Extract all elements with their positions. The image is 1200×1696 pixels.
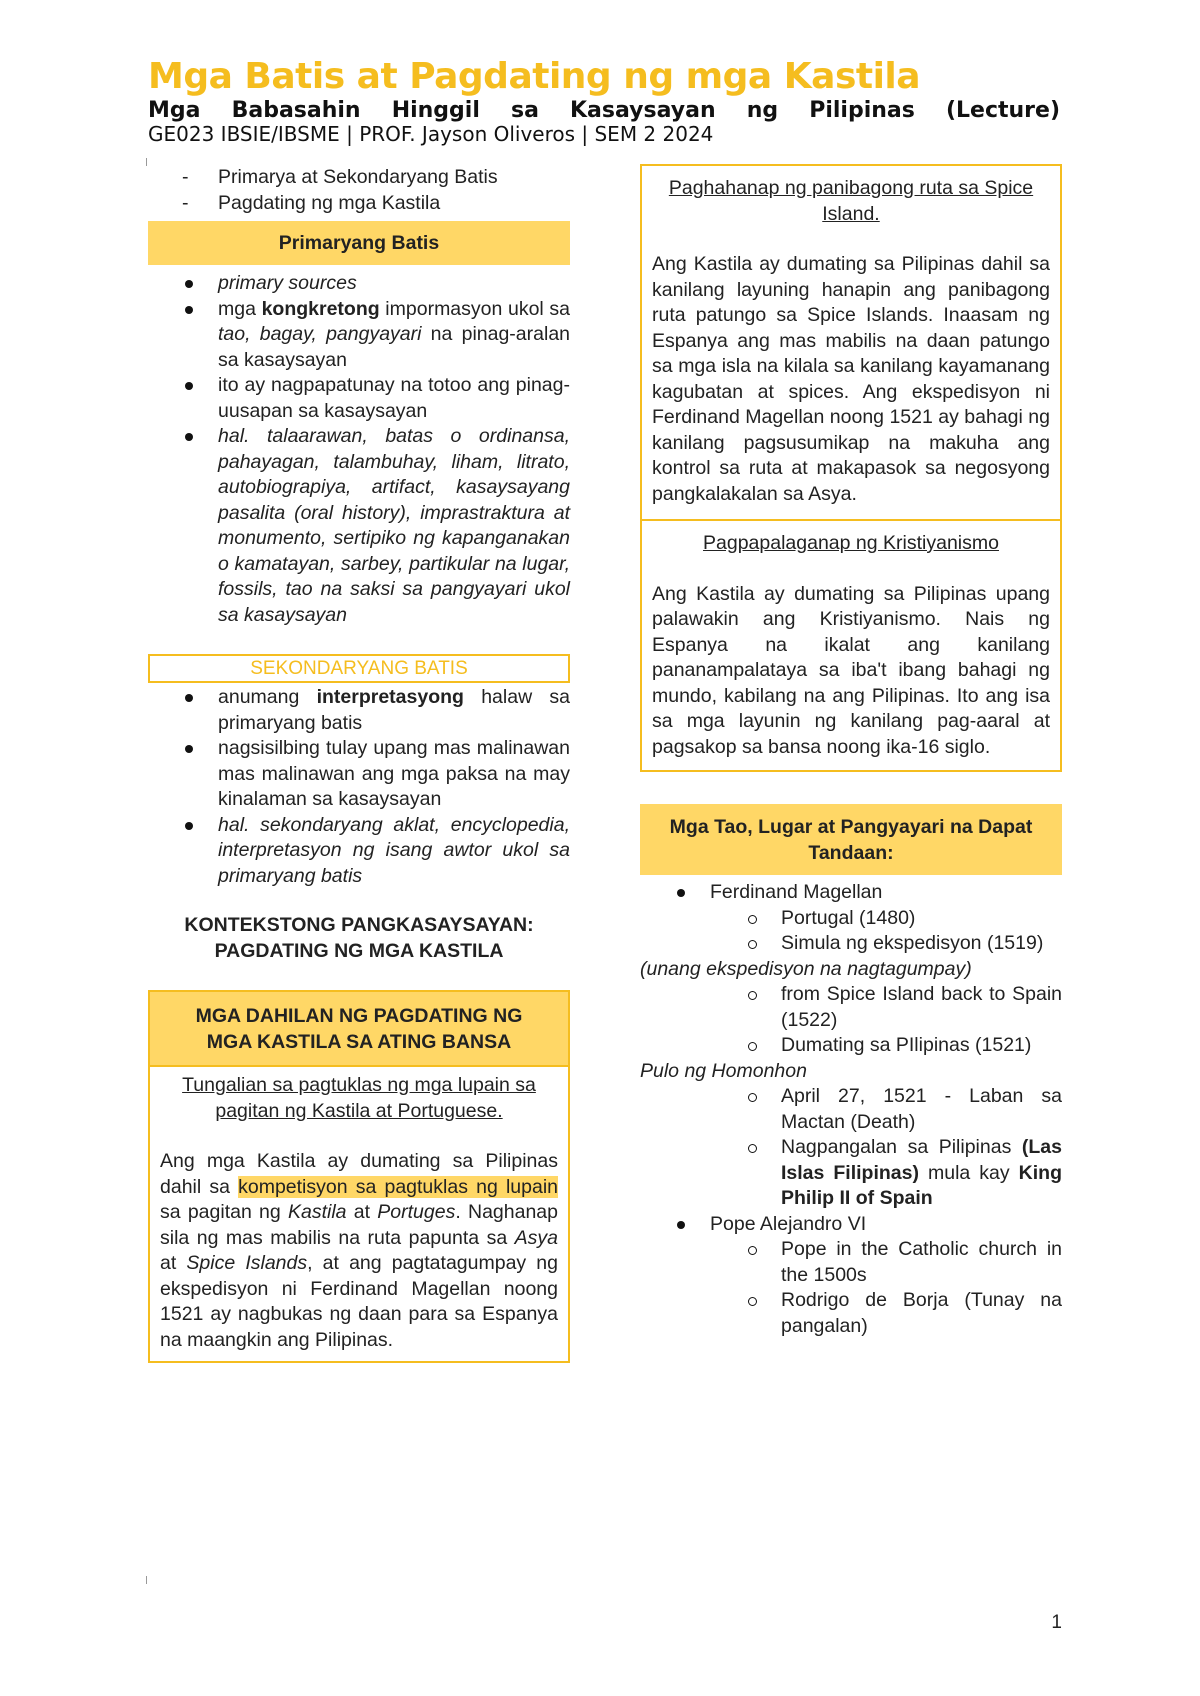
document-subtitle: Mga Babasahin Hinggil sa Kasaysayan ng Pilipinas (Lecture)	[148, 98, 1060, 123]
spice-route-section	[642, 166, 1060, 519]
page-number: 1	[1051, 1612, 1062, 1633]
list-item: Pope Alejandro VI	[640, 1212, 1062, 1238]
list-item: Dumating sa PIlipinas (1521)	[640, 1033, 1062, 1059]
circle-bullet-icon	[748, 940, 757, 949]
secondary-list	[148, 685, 570, 889]
right-column	[640, 164, 1062, 1339]
spice-route-heading: Paghahanap ng panibagong ruta sa Spice Island.	[668, 177, 1034, 225]
spice-route-text: Ang Kastila ay dumating sa Pilipinas dahil sa kanilang layuning hanapin ang panibagong ruta patungo sa Spice Islands. Inaasam ng Espanya ang mas mabilis na daan patungo sa mga isla na kilala sa kanilang kayamanang kagubatan at spices. Ang ekspedisyon ni Ferdinand Magellan noong 1521 ay bahagi ng kanilang pagsusumikap na makuha ang kontrol sa ruta at makapasok sa negosyong pangkalakalan sa Asya.	[652, 253, 1050, 505]
list-item: Pope in the Catholic church in the 1500s	[640, 1237, 1062, 1288]
pope-sublist	[640, 1237, 1062, 1339]
bullet-icon	[677, 1221, 685, 1229]
bullet-icon	[185, 433, 193, 441]
magellan-sublist	[640, 1084, 1062, 1212]
margin-tick	[146, 1576, 147, 1584]
circle-bullet-icon	[748, 1042, 757, 1051]
course-meta: GE023 IBSIE/IBSME | PROF. Jayson Oliveros | SEM 2 2024	[148, 122, 714, 146]
circle-bullet-icon	[748, 1144, 757, 1153]
list-item: hal. talaarawan, batas o ordinansa, pahayagan, talambuhay, liham, litrato, autobiograpiya, artifact, kasaysayang pasalita (oral history), imprastraktura at monumento, sertipiko ng kapanganakan o kamatayan, sarbey, partikular na lugar, fossils, tao na saksi sa pangyayari ukol sa kasaysayan	[148, 424, 570, 628]
list-item: Simula ng ekspedisyon (1519)	[640, 931, 1062, 957]
list-item: hal. sekondaryang aklat, encyclopedia, interpretasyon ng isang awtor ukol sa primaryang batis	[148, 813, 570, 890]
document-title: Mga Batis at Pagdating ng mga Kastila	[148, 56, 921, 97]
bullet-icon	[185, 822, 193, 830]
primary-heading: Primaryang Batis	[148, 221, 570, 265]
bullet-icon	[677, 889, 685, 897]
reasons-paragraph: Ang mga Kastila ay dumating sa Pilipinas dahil sa kompetisyon sa pagtuklas ng lupain sa pagitan ng Kastila at Portuges. Naghanap sila ng mas mabilis na ruta papunta sa Asya at Spice Islands, at ang pagtatagumpay ng ekspedisyon ni Ferdinand Magellan noong 1521 ay nagbukas ng daan para sa Espanya na maangkin ang Pilipinas.	[160, 1150, 558, 1351]
bullet-icon	[185, 280, 193, 288]
circle-bullet-icon	[748, 915, 757, 924]
christianity-section	[642, 519, 1060, 770]
bullet-icon	[185, 306, 193, 314]
pope-list	[640, 1212, 1062, 1238]
list-item: primary sources	[148, 271, 570, 297]
reasons-continued-box	[640, 164, 1062, 772]
list-item: nagsisilbing tulay upang mas malinawan mas malinawan ang mga paksa na may kinalaman sa kasaysayan	[148, 736, 570, 813]
circle-bullet-icon	[748, 1297, 757, 1306]
list-item: Portugal (1480)	[640, 906, 1062, 932]
bullet-icon	[185, 745, 193, 753]
people-heading: Mga Tao, Lugar at Pangyayari na Dapat Tandaan:	[640, 804, 1062, 875]
people-list	[640, 880, 1062, 1339]
list-item: Nagpangalan sa Pilipinas (Las Islas Filipinas) mula kay King Philip II of Spain	[640, 1135, 1062, 1212]
list-item: ito ay nagpapatunay na totoo ang pinag-uusapan sa kasaysayan	[148, 373, 570, 424]
list-item: April 27, 1521 - Laban sa Mactan (Death)	[640, 1084, 1062, 1135]
magellan-sublist	[640, 906, 1062, 957]
list-item: Ferdinand Magellan	[640, 880, 1062, 906]
reasons-heading: MGA DAHILAN NG PAGDATING NG MGA KASTILA SA ATING BANSA	[150, 992, 568, 1067]
secondary-heading: SEKONDARYANG BATIS	[148, 654, 570, 683]
list-item: Rodrigo de Borja (Tunay na pangalan)	[640, 1288, 1062, 1339]
magellan-sublist	[640, 982, 1062, 1059]
note: (unang ekspedisyon na nagtagumpay)	[640, 957, 972, 980]
reasons-box	[148, 990, 570, 1363]
bullet-icon	[185, 694, 193, 702]
intro-list	[148, 165, 570, 216]
magellan-list	[640, 880, 1062, 906]
circle-bullet-icon	[748, 1093, 757, 1102]
christianity-text: Ang Kastila ay dumating sa Pilipinas upang palawakin ang Kristiyanismo. Nais ng Espanya na ikalat ang kanilang pananampalataya sa iba't ibang bahagi ng mundo, kabilang na ang Pilipinas. Ito ang isa sa mga layunin ng kanilang pag-aaral at pagsakop sa bansa noong ika-16 siglo.	[652, 582, 1050, 758]
circle-bullet-icon	[748, 991, 757, 1000]
primary-list	[148, 271, 570, 628]
bullet-icon	[185, 382, 193, 390]
reasons-content	[150, 1067, 568, 1361]
list-item: anumang interpretasyong halaw sa primaryang batis	[148, 685, 570, 736]
note: Pulo ng Homonhon	[640, 1059, 807, 1082]
list-item: from Spice Island back to Spain (1522)	[640, 982, 1062, 1033]
context-heading: KONTEKSTONG PANGKASAYSAYAN: PAGDATING NG MGA KASTILA	[184, 914, 534, 962]
list-item: - Primarya at Sekondaryang Batis	[148, 165, 570, 191]
list-item: mga kongkretong impormasyon ukol sa tao, bagay, pangyayari na pinag-aralan sa kasaysayan	[148, 297, 570, 374]
margin-tick	[146, 158, 147, 166]
christianity-heading: Pagpapalaganap ng Kristiyanismo	[703, 532, 999, 554]
circle-bullet-icon	[748, 1246, 757, 1255]
reasons-subheading: Tungalian sa pagtuklas ng mga lupain sa pagitan ng Kastila at Portuguese.	[182, 1074, 536, 1122]
list-item: - Pagdating ng mga Kastila	[148, 191, 570, 217]
left-column	[148, 165, 570, 1363]
